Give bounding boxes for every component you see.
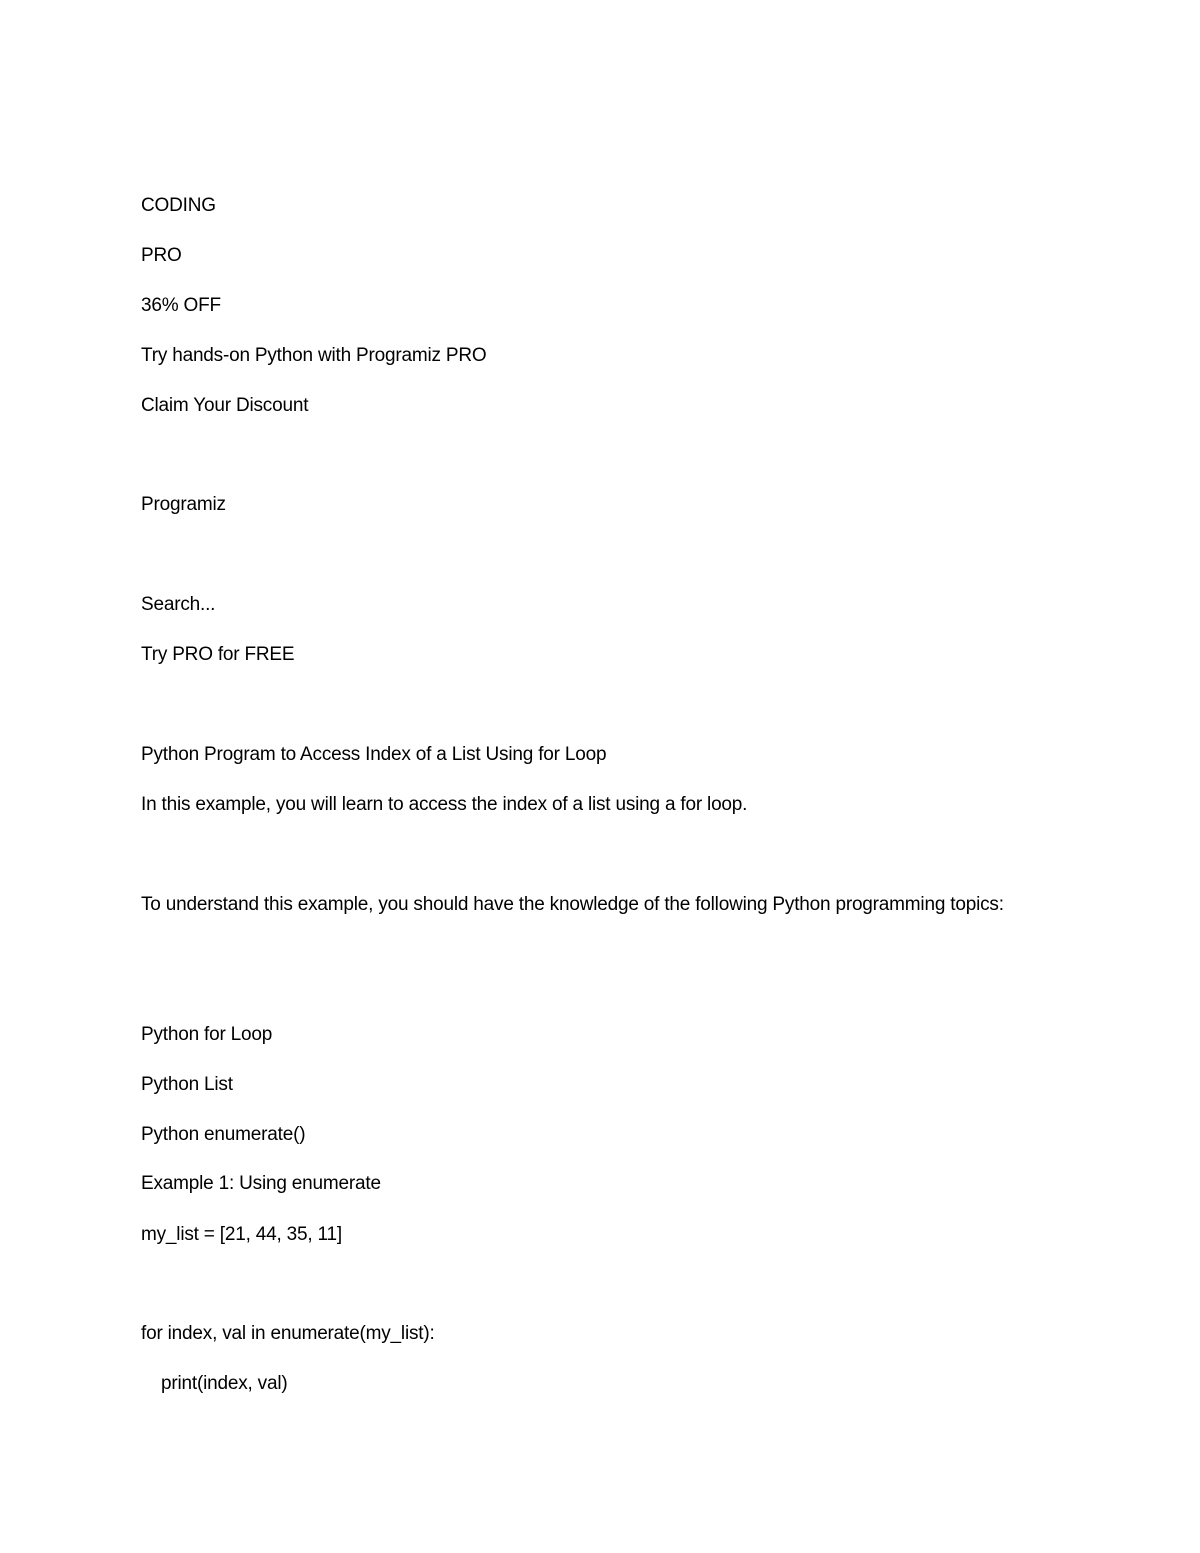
- promo-brand-coding: CODING: [141, 195, 216, 216]
- prerequisite-text: To understand this example, you should have the knowledge of the following Python programming topics:: [141, 894, 1004, 915]
- code-line-2: for index, val in enumerate(my_list):: [141, 1323, 435, 1344]
- site-name[interactable]: Programiz: [141, 494, 226, 515]
- page-title: Python Program to Access Index of a List Using for Loop: [141, 744, 607, 765]
- promo-claim-link[interactable]: Claim Your Discount: [141, 395, 309, 416]
- topic-link-for-loop[interactable]: Python for Loop: [141, 1024, 273, 1045]
- search-placeholder-text[interactable]: Search...: [141, 594, 216, 615]
- code-line-3: print(index, val): [161, 1373, 288, 1394]
- example-heading: Example 1: Using enumerate: [141, 1173, 381, 1194]
- promo-brand-pro: PRO: [141, 245, 182, 266]
- article-intro: In this example, you will learn to access the index of a list using a for loop.: [141, 794, 748, 815]
- promo-discount: 36% OFF: [141, 295, 221, 316]
- promo-tagline: Try hands-on Python with Programiz PRO: [141, 345, 487, 366]
- code-line-1: my_list = [21, 44, 35, 11]: [141, 1224, 342, 1245]
- try-pro-link[interactable]: Try PRO for FREE: [141, 644, 295, 665]
- topic-link-enumerate[interactable]: Python enumerate(): [141, 1124, 306, 1145]
- topic-link-list[interactable]: Python List: [141, 1074, 233, 1095]
